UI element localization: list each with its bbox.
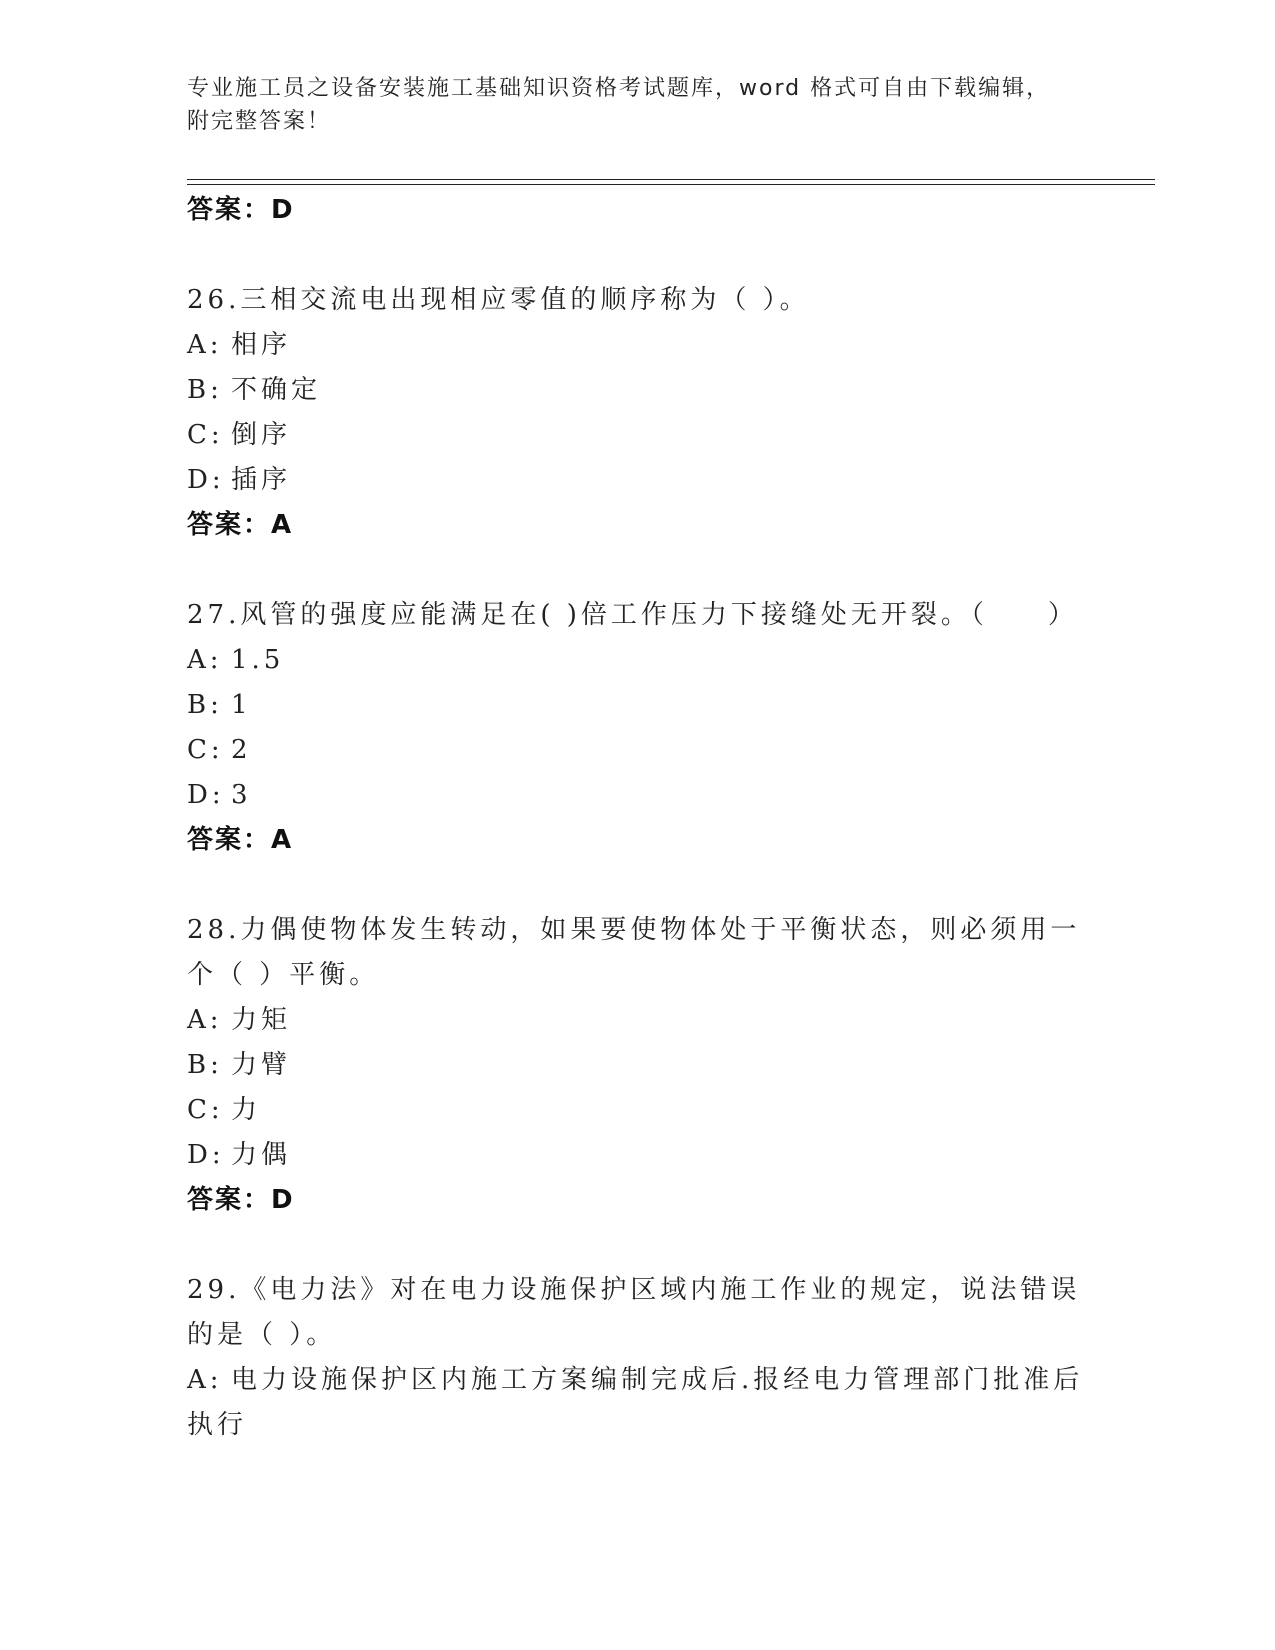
header-line-1: 专业施工员之设备安装施工基础知识资格考试题库，word 格式可自由下载编辑，	[187, 76, 1051, 101]
question-text: 28.力偶使物体发生转动，如果要使物体处于平衡状态，则必须用一个（ ）平衡。	[187, 915, 1081, 990]
answer-line: 答案：D	[187, 195, 295, 225]
question-text: 27.风管的强度应能满足在( )倍工作压力下接缝处无开裂。（ ）	[187, 600, 1078, 630]
option-text: 插序	[231, 465, 292, 495]
option-b	[187, 368, 1087, 413]
option-d	[187, 1133, 1087, 1178]
option-b	[187, 683, 1087, 728]
header-divider-top	[187, 179, 1155, 180]
option-key: A:	[187, 1005, 223, 1035]
option-text: 力偶	[231, 1140, 292, 1170]
option-key: A:	[187, 645, 223, 675]
option-key: A:	[187, 330, 223, 360]
question-text: 26.三相交流电出现相应零值的顺序称为（ ）。	[187, 285, 810, 315]
option-d	[187, 458, 1087, 503]
answer-line: 答案：A	[187, 825, 294, 855]
option-key: D:	[187, 1140, 225, 1170]
option-a	[187, 1358, 1087, 1448]
option-text: 力	[231, 1095, 262, 1125]
option-d	[187, 773, 1087, 818]
option-c	[187, 728, 1087, 773]
option-text: 3	[231, 780, 252, 810]
option-text: 1	[231, 690, 252, 720]
option-c	[187, 1088, 1087, 1133]
option-key: C:	[187, 1095, 224, 1125]
option-text: 1.5	[231, 645, 285, 675]
option-key: D:	[187, 780, 225, 810]
option-text: 倒序	[231, 420, 292, 450]
document-header	[187, 72, 1067, 138]
question-item	[187, 908, 1087, 1223]
option-text: 电力设施保护区内施工方案编制完成后.报经电力管理部门批准后执行	[187, 1365, 1084, 1440]
option-c	[187, 413, 1087, 458]
question-item	[187, 278, 1087, 548]
option-a	[187, 638, 1087, 683]
question-list	[187, 188, 1087, 1448]
option-key: B:	[187, 1050, 223, 1080]
question-item	[187, 1268, 1087, 1448]
option-text: 力臂	[231, 1050, 292, 1080]
option-text: 力矩	[231, 1005, 292, 1035]
option-text: 相序	[231, 330, 292, 360]
option-a	[187, 998, 1087, 1043]
answer-line: 答案：D	[187, 1185, 295, 1215]
option-key: C:	[187, 735, 224, 765]
option-key: C:	[187, 420, 224, 450]
header-divider-bottom	[187, 184, 1155, 185]
question-text: 29.《电力法》对在电力设施保护区域内施工作业的规定，说法错误的是（ ）。	[187, 1275, 1081, 1350]
option-a	[187, 323, 1087, 368]
option-text: 不确定	[231, 375, 322, 405]
answer-line: 答案：A	[187, 510, 294, 540]
option-key: A:	[187, 1365, 223, 1395]
option-b	[187, 1043, 1087, 1088]
option-key: D:	[187, 465, 225, 495]
option-text: 2	[231, 735, 252, 765]
question-item	[187, 593, 1087, 863]
option-key: B:	[187, 690, 223, 720]
option-key: B:	[187, 375, 223, 405]
header-line-2: 附完整答案！	[187, 109, 332, 134]
